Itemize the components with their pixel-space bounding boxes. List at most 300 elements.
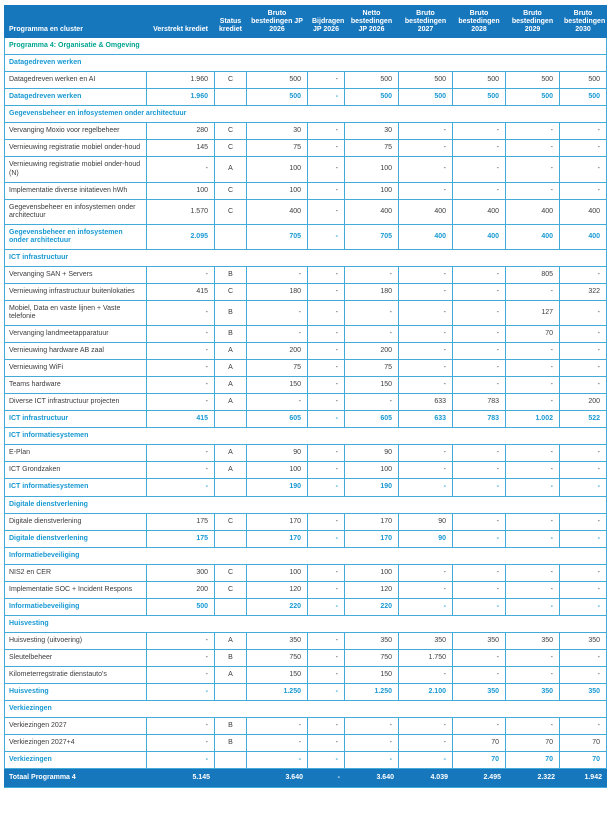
section-header-label: ICT informatiesystemen (5, 428, 607, 445)
value-cell: 350 (506, 632, 560, 649)
value-cell: A (215, 157, 247, 182)
value-cell: - (506, 343, 560, 360)
row-label-cell: Teams hardware (5, 377, 147, 394)
value-cell: - (506, 360, 560, 377)
value-cell: 500 (399, 72, 453, 89)
subtotal-row (5, 598, 607, 615)
row-label-cell: Vervanging SAN + Servers (5, 266, 147, 283)
value-cell: - (453, 666, 506, 683)
value-cell: 90 (247, 445, 308, 462)
value-cell: B (215, 718, 247, 735)
value-cell: - (345, 718, 399, 735)
subtotal-row (5, 684, 607, 701)
total-row (5, 769, 607, 788)
row-label-cell: Huisvesting (5, 684, 147, 701)
value-cell: - (345, 735, 399, 752)
table-row (5, 718, 607, 735)
value-cell: C (215, 72, 247, 89)
value-cell: 120 (345, 581, 399, 598)
value-cell: - (453, 300, 506, 325)
value-cell: - (399, 479, 453, 496)
value-cell: 200 (247, 343, 308, 360)
value-cell: 500 (453, 89, 506, 106)
row-label-cell: Vernieuwing registratie mobiel onder-houd (5, 140, 147, 157)
value-cell: 400 (506, 224, 560, 249)
value-cell: - (506, 564, 560, 581)
value-cell: 220 (247, 598, 308, 615)
value-cell: - (147, 649, 215, 666)
section-header-row (5, 249, 607, 266)
value-cell: 2.095 (147, 224, 215, 249)
value-cell: - (560, 479, 607, 496)
value-cell: C (215, 140, 247, 157)
value-cell: 500 (399, 89, 453, 106)
row-label-cell: E-Plan (5, 445, 147, 462)
value-cell: - (560, 140, 607, 157)
value-cell: - (308, 326, 345, 343)
value-cell: - (506, 479, 560, 496)
table-row (5, 649, 607, 666)
value-cell: - (308, 445, 345, 462)
section-header-row (5, 106, 607, 123)
value-cell: 605 (345, 411, 399, 428)
value-cell: 5.145 (147, 769, 215, 788)
value-cell: 400 (560, 199, 607, 224)
value-cell: - (560, 377, 607, 394)
value-cell: 150 (345, 377, 399, 394)
value-cell: - (308, 769, 345, 788)
value-cell: 1.002 (506, 411, 560, 428)
value-cell (215, 224, 247, 249)
value-cell: 75 (345, 140, 399, 157)
value-cell: 70 (560, 752, 607, 769)
value-cell: 500 (506, 72, 560, 89)
value-cell: - (308, 157, 345, 182)
value-cell: - (247, 394, 308, 411)
value-cell: - (453, 530, 506, 547)
value-cell: - (399, 462, 453, 479)
value-cell: 500 (560, 89, 607, 106)
value-cell: 400 (453, 199, 506, 224)
row-label-cell: Vernieuwing hardware AB zaal (5, 343, 147, 360)
value-cell: 30 (247, 123, 308, 140)
value-cell: A (215, 462, 247, 479)
value-cell: 750 (247, 649, 308, 666)
value-cell: 1.250 (345, 684, 399, 701)
value-cell: - (345, 394, 399, 411)
value-cell: 170 (247, 513, 308, 530)
section-header-label: Verkiezingen (5, 701, 607, 718)
value-cell: - (308, 581, 345, 598)
table-row (5, 266, 607, 283)
value-cell: C (215, 182, 247, 199)
value-cell: - (308, 752, 345, 769)
value-cell: - (453, 343, 506, 360)
value-cell: A (215, 394, 247, 411)
value-cell: - (560, 343, 607, 360)
value-cell (215, 479, 247, 496)
row-label-cell: Gegevensbeheer en infosystemen onder architectuur (5, 199, 147, 224)
value-cell: 350 (560, 632, 607, 649)
value-cell: - (399, 182, 453, 199)
value-cell: - (308, 735, 345, 752)
value-cell: 750 (345, 649, 399, 666)
section-header-label: Informatiebeveiliging (5, 547, 607, 564)
value-cell: B (215, 735, 247, 752)
row-label-cell: Digitale dienstverlening (5, 513, 147, 530)
table-row (5, 343, 607, 360)
value-cell: - (308, 123, 345, 140)
row-label-cell: Vernieuwing registratie mobiel onder-houd (N) (5, 157, 147, 182)
table-row (5, 140, 607, 157)
value-cell: 200 (147, 581, 215, 598)
table-row (5, 300, 607, 325)
value-cell: - (147, 300, 215, 325)
value-cell: 100 (345, 564, 399, 581)
section-header-label: Datagedreven werken (5, 55, 607, 72)
table-row (5, 666, 607, 683)
value-cell: 100 (247, 157, 308, 182)
value-cell: - (399, 718, 453, 735)
value-cell: 75 (345, 360, 399, 377)
column-header: Bruto bestedingen 2030 (560, 6, 607, 38)
value-cell: - (506, 157, 560, 182)
value-cell: - (506, 182, 560, 199)
value-cell: - (560, 123, 607, 140)
value-cell: - (560, 445, 607, 462)
value-cell: - (506, 377, 560, 394)
value-cell: 350 (506, 684, 560, 701)
value-cell: 75 (247, 140, 308, 157)
value-cell: - (506, 123, 560, 140)
value-cell: - (345, 752, 399, 769)
section-header-label: Huisvesting (5, 615, 607, 632)
value-cell: 200 (345, 343, 399, 360)
value-cell: A (215, 632, 247, 649)
value-cell: - (399, 266, 453, 283)
section-header-row (5, 496, 607, 513)
value-cell: 175 (147, 530, 215, 547)
value-cell: - (308, 89, 345, 106)
value-cell: - (560, 326, 607, 343)
value-cell: 705 (247, 224, 308, 249)
value-cell: 200 (560, 394, 607, 411)
table-row (5, 157, 607, 182)
value-cell: - (147, 377, 215, 394)
value-cell: - (453, 377, 506, 394)
value-cell: - (560, 581, 607, 598)
value-cell: - (560, 182, 607, 199)
row-label-cell: Verkiezingen (5, 752, 147, 769)
value-cell (215, 530, 247, 547)
value-cell: - (399, 123, 453, 140)
value-cell: 300 (147, 564, 215, 581)
value-cell: 522 (560, 411, 607, 428)
value-cell: - (453, 157, 506, 182)
value-cell: A (215, 343, 247, 360)
value-cell: 350 (345, 632, 399, 649)
section-header-label: ICT infrastructuur (5, 249, 607, 266)
value-cell: B (215, 649, 247, 666)
value-cell: - (560, 564, 607, 581)
value-cell: 100 (345, 462, 399, 479)
value-cell: - (453, 123, 506, 140)
value-cell: 280 (147, 123, 215, 140)
row-label-cell: Implementatie SOC + Incident Respons (5, 581, 147, 598)
row-label-cell: Gegevensbeheer en infosystemen onder architectuur (5, 224, 147, 249)
value-cell: - (147, 479, 215, 496)
row-label-cell: ICT infrastructuur (5, 411, 147, 428)
value-cell: - (308, 283, 345, 300)
table-row (5, 445, 607, 462)
value-cell: 180 (247, 283, 308, 300)
subtotal-row (5, 411, 607, 428)
section-header-label: Gegevensbeheer en infosystemen onder architectuur (5, 106, 607, 123)
value-cell: - (399, 360, 453, 377)
value-cell: 170 (247, 530, 308, 547)
value-cell: - (147, 666, 215, 683)
value-cell: 175 (147, 513, 215, 530)
value-cell: - (506, 445, 560, 462)
value-cell: 322 (560, 283, 607, 300)
column-header: Verstrekt krediet (147, 6, 215, 38)
value-cell: 70 (453, 735, 506, 752)
value-cell: 90 (399, 513, 453, 530)
value-cell: C (215, 581, 247, 598)
table-row (5, 377, 607, 394)
value-cell (215, 752, 247, 769)
value-cell: - (453, 564, 506, 581)
value-cell: 70 (506, 752, 560, 769)
value-cell: - (247, 752, 308, 769)
value-cell: - (147, 266, 215, 283)
value-cell: 1.250 (247, 684, 308, 701)
value-cell: 1.960 (147, 89, 215, 106)
value-cell: 150 (247, 377, 308, 394)
value-cell: - (308, 513, 345, 530)
value-cell: B (215, 266, 247, 283)
value-cell: - (399, 300, 453, 325)
value-cell (215, 598, 247, 615)
value-cell: - (560, 530, 607, 547)
value-cell (215, 411, 247, 428)
row-label-cell: Totaal Programma 4 (5, 769, 147, 788)
program-title-label: Programma 4: Organisatie & Omgeving (5, 38, 607, 55)
value-cell: C (215, 564, 247, 581)
value-cell: - (308, 666, 345, 683)
value-cell: 100 (147, 182, 215, 199)
value-cell: 350 (247, 632, 308, 649)
value-cell: - (560, 718, 607, 735)
table-body (5, 38, 607, 788)
value-cell: 350 (560, 684, 607, 701)
column-header: Bruto bestedingen JP 2026 (247, 6, 308, 38)
value-cell: - (308, 224, 345, 249)
value-cell: - (453, 649, 506, 666)
row-label-cell: NIS2 en CER (5, 564, 147, 581)
value-cell: - (308, 598, 345, 615)
row-label-cell: Datagedreven werken (5, 89, 147, 106)
value-cell: 170 (345, 513, 399, 530)
value-cell: - (506, 283, 560, 300)
value-cell: B (215, 300, 247, 325)
section-header-row (5, 701, 607, 718)
table-row (5, 123, 607, 140)
value-cell: - (399, 564, 453, 581)
value-cell: - (308, 479, 345, 496)
row-label-cell: Digitale dienstverlening (5, 530, 147, 547)
value-cell: 500 (247, 89, 308, 106)
value-cell: - (345, 300, 399, 325)
value-cell: 70 (506, 326, 560, 343)
column-header: Bruto bestedingen 2028 (453, 6, 506, 38)
value-cell: - (147, 326, 215, 343)
section-header-row (5, 547, 607, 564)
value-cell: - (453, 718, 506, 735)
table-row (5, 72, 607, 89)
value-cell: 350 (453, 632, 506, 649)
value-cell: - (399, 326, 453, 343)
value-cell: - (247, 300, 308, 325)
value-cell: 783 (453, 411, 506, 428)
subtotal-row (5, 89, 607, 106)
row-label-cell: Mobiel, Data en vaste lijnen + Vaste telefonie (5, 300, 147, 325)
value-cell: C (215, 513, 247, 530)
value-cell: - (506, 581, 560, 598)
table-row (5, 581, 607, 598)
value-cell: - (247, 266, 308, 283)
row-label-cell: Vernieuwing WiFi (5, 360, 147, 377)
value-cell: 2.322 (506, 769, 560, 788)
value-cell: 605 (247, 411, 308, 428)
value-cell: - (308, 72, 345, 89)
value-cell: 1.570 (147, 199, 215, 224)
column-header: Bruto bestedingen 2027 (399, 6, 453, 38)
value-cell: C (215, 123, 247, 140)
row-label-cell: Kilometerregstratie dienstauto's (5, 666, 147, 683)
value-cell: 633 (399, 394, 453, 411)
value-cell: - (560, 266, 607, 283)
row-label-cell: Implementatie diverse initatieven hWh (5, 182, 147, 199)
value-cell: - (308, 530, 345, 547)
value-cell: - (399, 581, 453, 598)
value-cell: - (453, 581, 506, 598)
value-cell: - (506, 718, 560, 735)
value-cell: - (453, 326, 506, 343)
table-row (5, 360, 607, 377)
value-cell: 120 (247, 581, 308, 598)
value-cell: - (147, 157, 215, 182)
value-cell: - (345, 326, 399, 343)
value-cell: - (453, 598, 506, 615)
section-header-row (5, 428, 607, 445)
value-cell: 70 (506, 735, 560, 752)
value-cell: 30 (345, 123, 399, 140)
value-cell: - (147, 735, 215, 752)
value-cell: - (560, 513, 607, 530)
value-cell: 2.100 (399, 684, 453, 701)
value-cell: 500 (345, 89, 399, 106)
value-cell: 705 (345, 224, 399, 249)
value-cell (215, 684, 247, 701)
value-cell: 805 (506, 266, 560, 283)
value-cell: - (247, 735, 308, 752)
value-cell: 500 (506, 89, 560, 106)
value-cell: - (399, 752, 453, 769)
value-cell: - (147, 462, 215, 479)
column-header: Bruto bestedingen 2029 (506, 6, 560, 38)
subtotal-row (5, 224, 607, 249)
subtotal-row (5, 752, 607, 769)
value-cell: - (399, 445, 453, 462)
value-cell: 1.750 (399, 649, 453, 666)
column-header: Programma en cluster (5, 6, 147, 38)
value-cell: 400 (399, 224, 453, 249)
value-cell: 1.960 (147, 72, 215, 89)
section-header-row (5, 615, 607, 632)
value-cell: 150 (345, 666, 399, 683)
value-cell: 75 (247, 360, 308, 377)
budget-table (4, 5, 607, 788)
value-cell: - (453, 283, 506, 300)
table-row (5, 735, 607, 752)
value-cell: C (215, 283, 247, 300)
value-cell: - (399, 283, 453, 300)
value-cell: - (506, 513, 560, 530)
value-cell: - (308, 564, 345, 581)
value-cell: 190 (345, 479, 399, 496)
value-cell: - (308, 266, 345, 283)
value-cell: - (345, 266, 399, 283)
value-cell: 100 (247, 564, 308, 581)
program-title-row (5, 38, 607, 55)
header-row (5, 6, 607, 38)
value-cell: - (506, 140, 560, 157)
row-label-cell: Vervanging Moxio voor regelbeheer (5, 123, 147, 140)
value-cell: - (147, 718, 215, 735)
value-cell: - (147, 752, 215, 769)
value-cell: - (506, 598, 560, 615)
value-cell: - (247, 326, 308, 343)
value-cell: - (308, 140, 345, 157)
table-row (5, 182, 607, 199)
value-cell: 90 (345, 445, 399, 462)
section-header-label: Digitale dienstverlening (5, 496, 607, 513)
value-cell: - (147, 360, 215, 377)
value-cell: - (308, 199, 345, 224)
table-row (5, 326, 607, 343)
value-cell: 170 (345, 530, 399, 547)
value-cell: - (453, 266, 506, 283)
value-cell: - (399, 343, 453, 360)
value-cell: - (506, 666, 560, 683)
value-cell: 400 (560, 224, 607, 249)
value-cell: - (506, 649, 560, 666)
value-cell: 415 (147, 411, 215, 428)
table-row (5, 462, 607, 479)
value-cell: 127 (506, 300, 560, 325)
row-label-cell: Verkiezingen 2027 (5, 718, 147, 735)
section-header-row (5, 55, 607, 72)
value-cell: - (453, 360, 506, 377)
value-cell: 350 (453, 684, 506, 701)
value-cell: - (560, 666, 607, 683)
row-label-cell: Diverse ICT infrastructuur projecten (5, 394, 147, 411)
value-cell: - (308, 182, 345, 199)
value-cell: 500 (147, 598, 215, 615)
value-cell: - (560, 360, 607, 377)
value-cell: 500 (345, 72, 399, 89)
